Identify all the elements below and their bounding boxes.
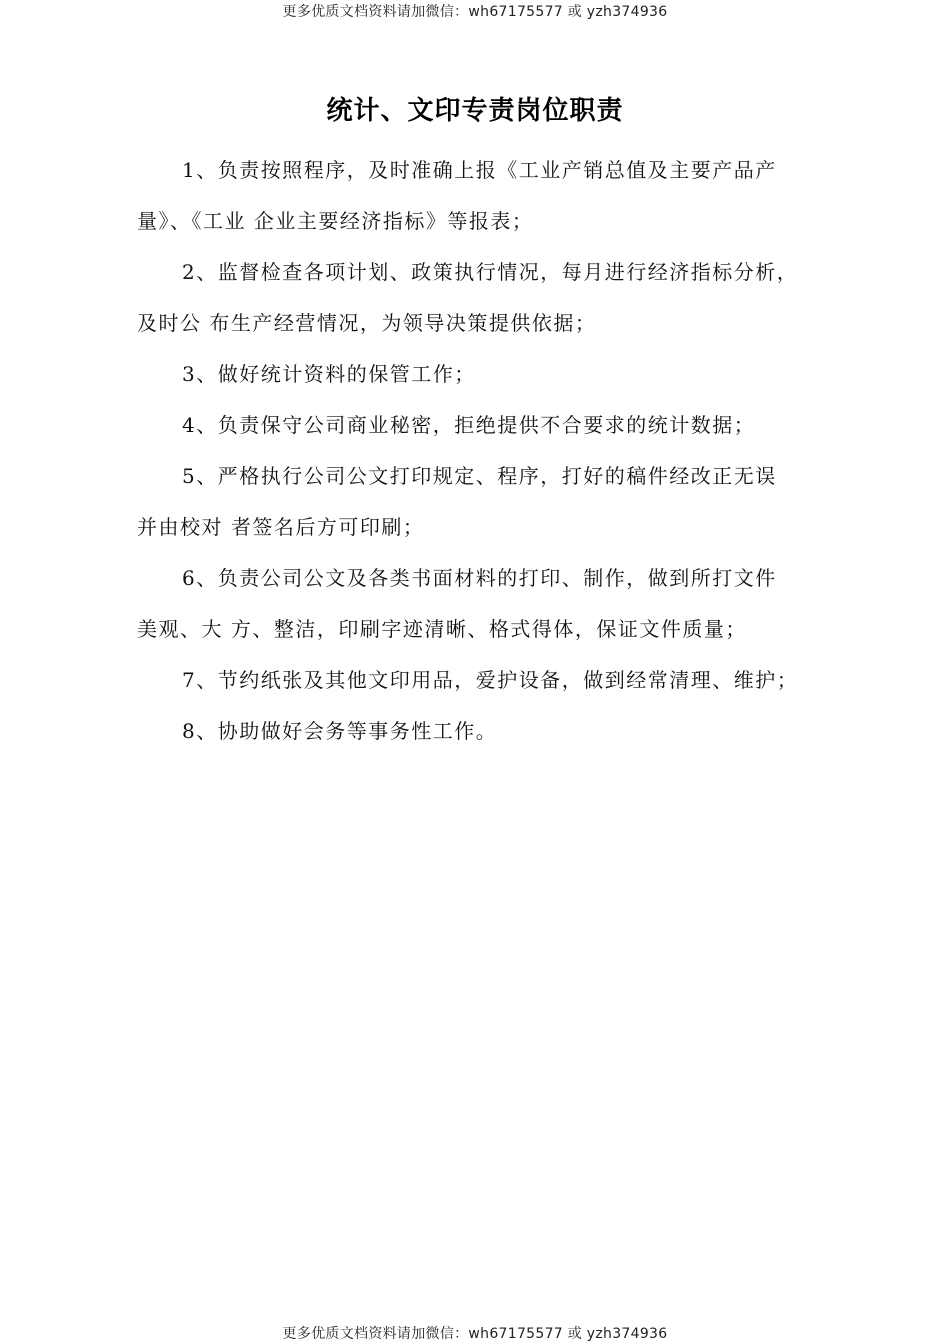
duty-item-1-line-2: 量》、《工业 企业主要经济指标》等报表； (137, 209, 534, 233)
duty-item-5-line-2: 并由校对 者签名后方可印刷； (137, 515, 425, 539)
footer-watermark: 更多优质文档资料请加微信：wh67175577 或 yzh374936 (282, 1326, 668, 1342)
duty-item-8: 8、协助做好会务等事务性工作。 (182, 719, 498, 743)
duty-item-6-line-2: 美观、大 方、整洁，印刷字迹清晰、格式得体，保证文件质量； (137, 617, 747, 641)
duty-item-4: 4、负责保守公司商业秘密，拒绝提供不合要求的统计数据； (182, 413, 756, 437)
duty-item-1-line-1: 1、负责按照程序，及时准确上报《工业产销总值及主要产品产 (182, 158, 777, 182)
document-body (137, 150, 813, 762)
duty-item-5-line-1: 5、严格执行公司公文打印规定、程序，打好的稿件经改正无误 (182, 464, 777, 488)
duty-item-2-line-1: 2、监督检查各项计划、政策执行情况，每月进行经济指标分析， (182, 260, 799, 284)
duty-item-3: 3、做好统计资料的保管工作； (182, 362, 476, 386)
duty-item-7: 7、节约纸张及其他文印用品，爱护设备，做到经常清理、维护； (182, 668, 799, 692)
header-watermark: 更多优质文档资料请加微信：wh67175577 或 yzh374936 (282, 4, 668, 20)
duty-item-2-line-2: 及时公 布生产经营情况，为领导决策提供依据； (137, 311, 597, 335)
duty-item-6-line-1: 6、负责公司公文及各类书面材料的打印、制作，做到所打文件 (182, 566, 777, 590)
page-title: 统计、文印专责岗位职责 (326, 96, 624, 126)
